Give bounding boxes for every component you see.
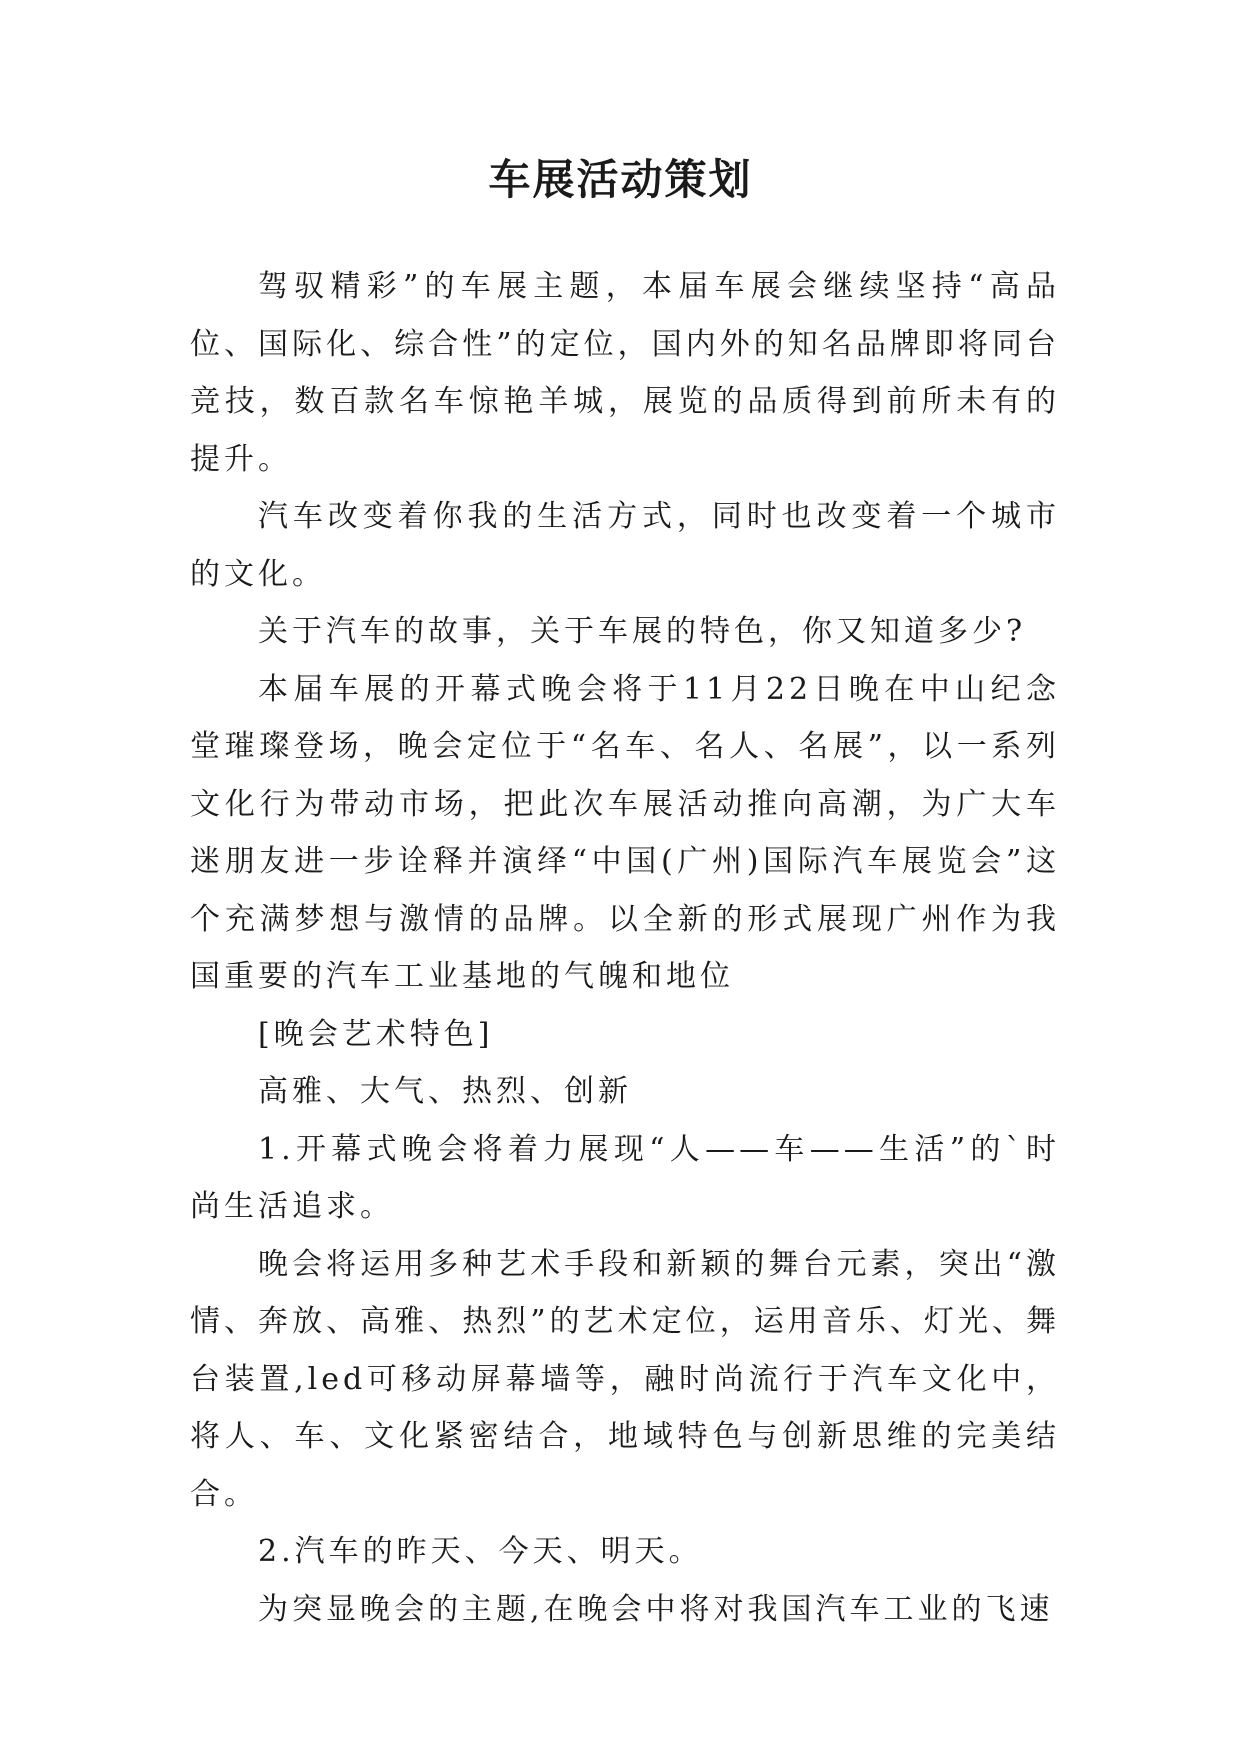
paragraph-features: 高雅、大气、热烈、创新 — [258, 1074, 632, 1109]
paragraph-point-1: 1.开幕式晚会将着力展现“人——车——生活”的`时尚生活追求。 — [190, 1131, 1060, 1224]
paragraph-intro: 驾驭精彩”的车展主题，本届车展会继续坚持“高品位、国际化、综合性”的定位，国内外的知名品牌即将同台竞技，数百款名车惊艳羊城，展览的品质得到前所未有的提升。 — [190, 269, 1060, 477]
paragraph-gala-art: 晚会将运用多种艺术手段和新颖的舞台元素，突出“激情、奔放、高雅、热烈”的艺术定位，运用音乐、灯光、舞台装置,led可移动屏幕墙等，融时尚流行于汽车文化中，将人、车、文化紧密结合，地域特色与创新思维的完美结合。 — [190, 1246, 1060, 1512]
paragraph-opening-gala: 本届车展的开幕式晚会将于11月22日晚在中山纪念堂璀璨登场，晚会定位于“名车、名人、名展”，以一系列文化行为带动市场，把此次车展活动推向高潮，为广大车迷朋友进一步诠释并演绎“中国(广州)国际汽车展览会”这个充满梦想与激情的品牌。以全新的形式展现广州作为我国重要的汽车工业基地的气魄和地位 — [190, 671, 1060, 994]
paragraph-point-2: 2.汽车的昨天、今天、明天。 — [258, 1534, 703, 1569]
paragraph-question: 关于汽车的故事，关于车展的特色，你又知道多少? — [258, 614, 1027, 649]
paragraph-theme: 为突显晚会的主题,在晚会中将对我国汽车工业的飞速 — [258, 1591, 1054, 1627]
document-body — [190, 258, 1060, 1638]
document-title: 车展活动策划 — [488, 155, 753, 204]
paragraph-section-heading: [晚会艺术特色] — [258, 1016, 494, 1052]
paragraph-lifestyle: 汽车改变着你我的生活方式，同时也改变着一个城市的文化。 — [190, 499, 1060, 592]
